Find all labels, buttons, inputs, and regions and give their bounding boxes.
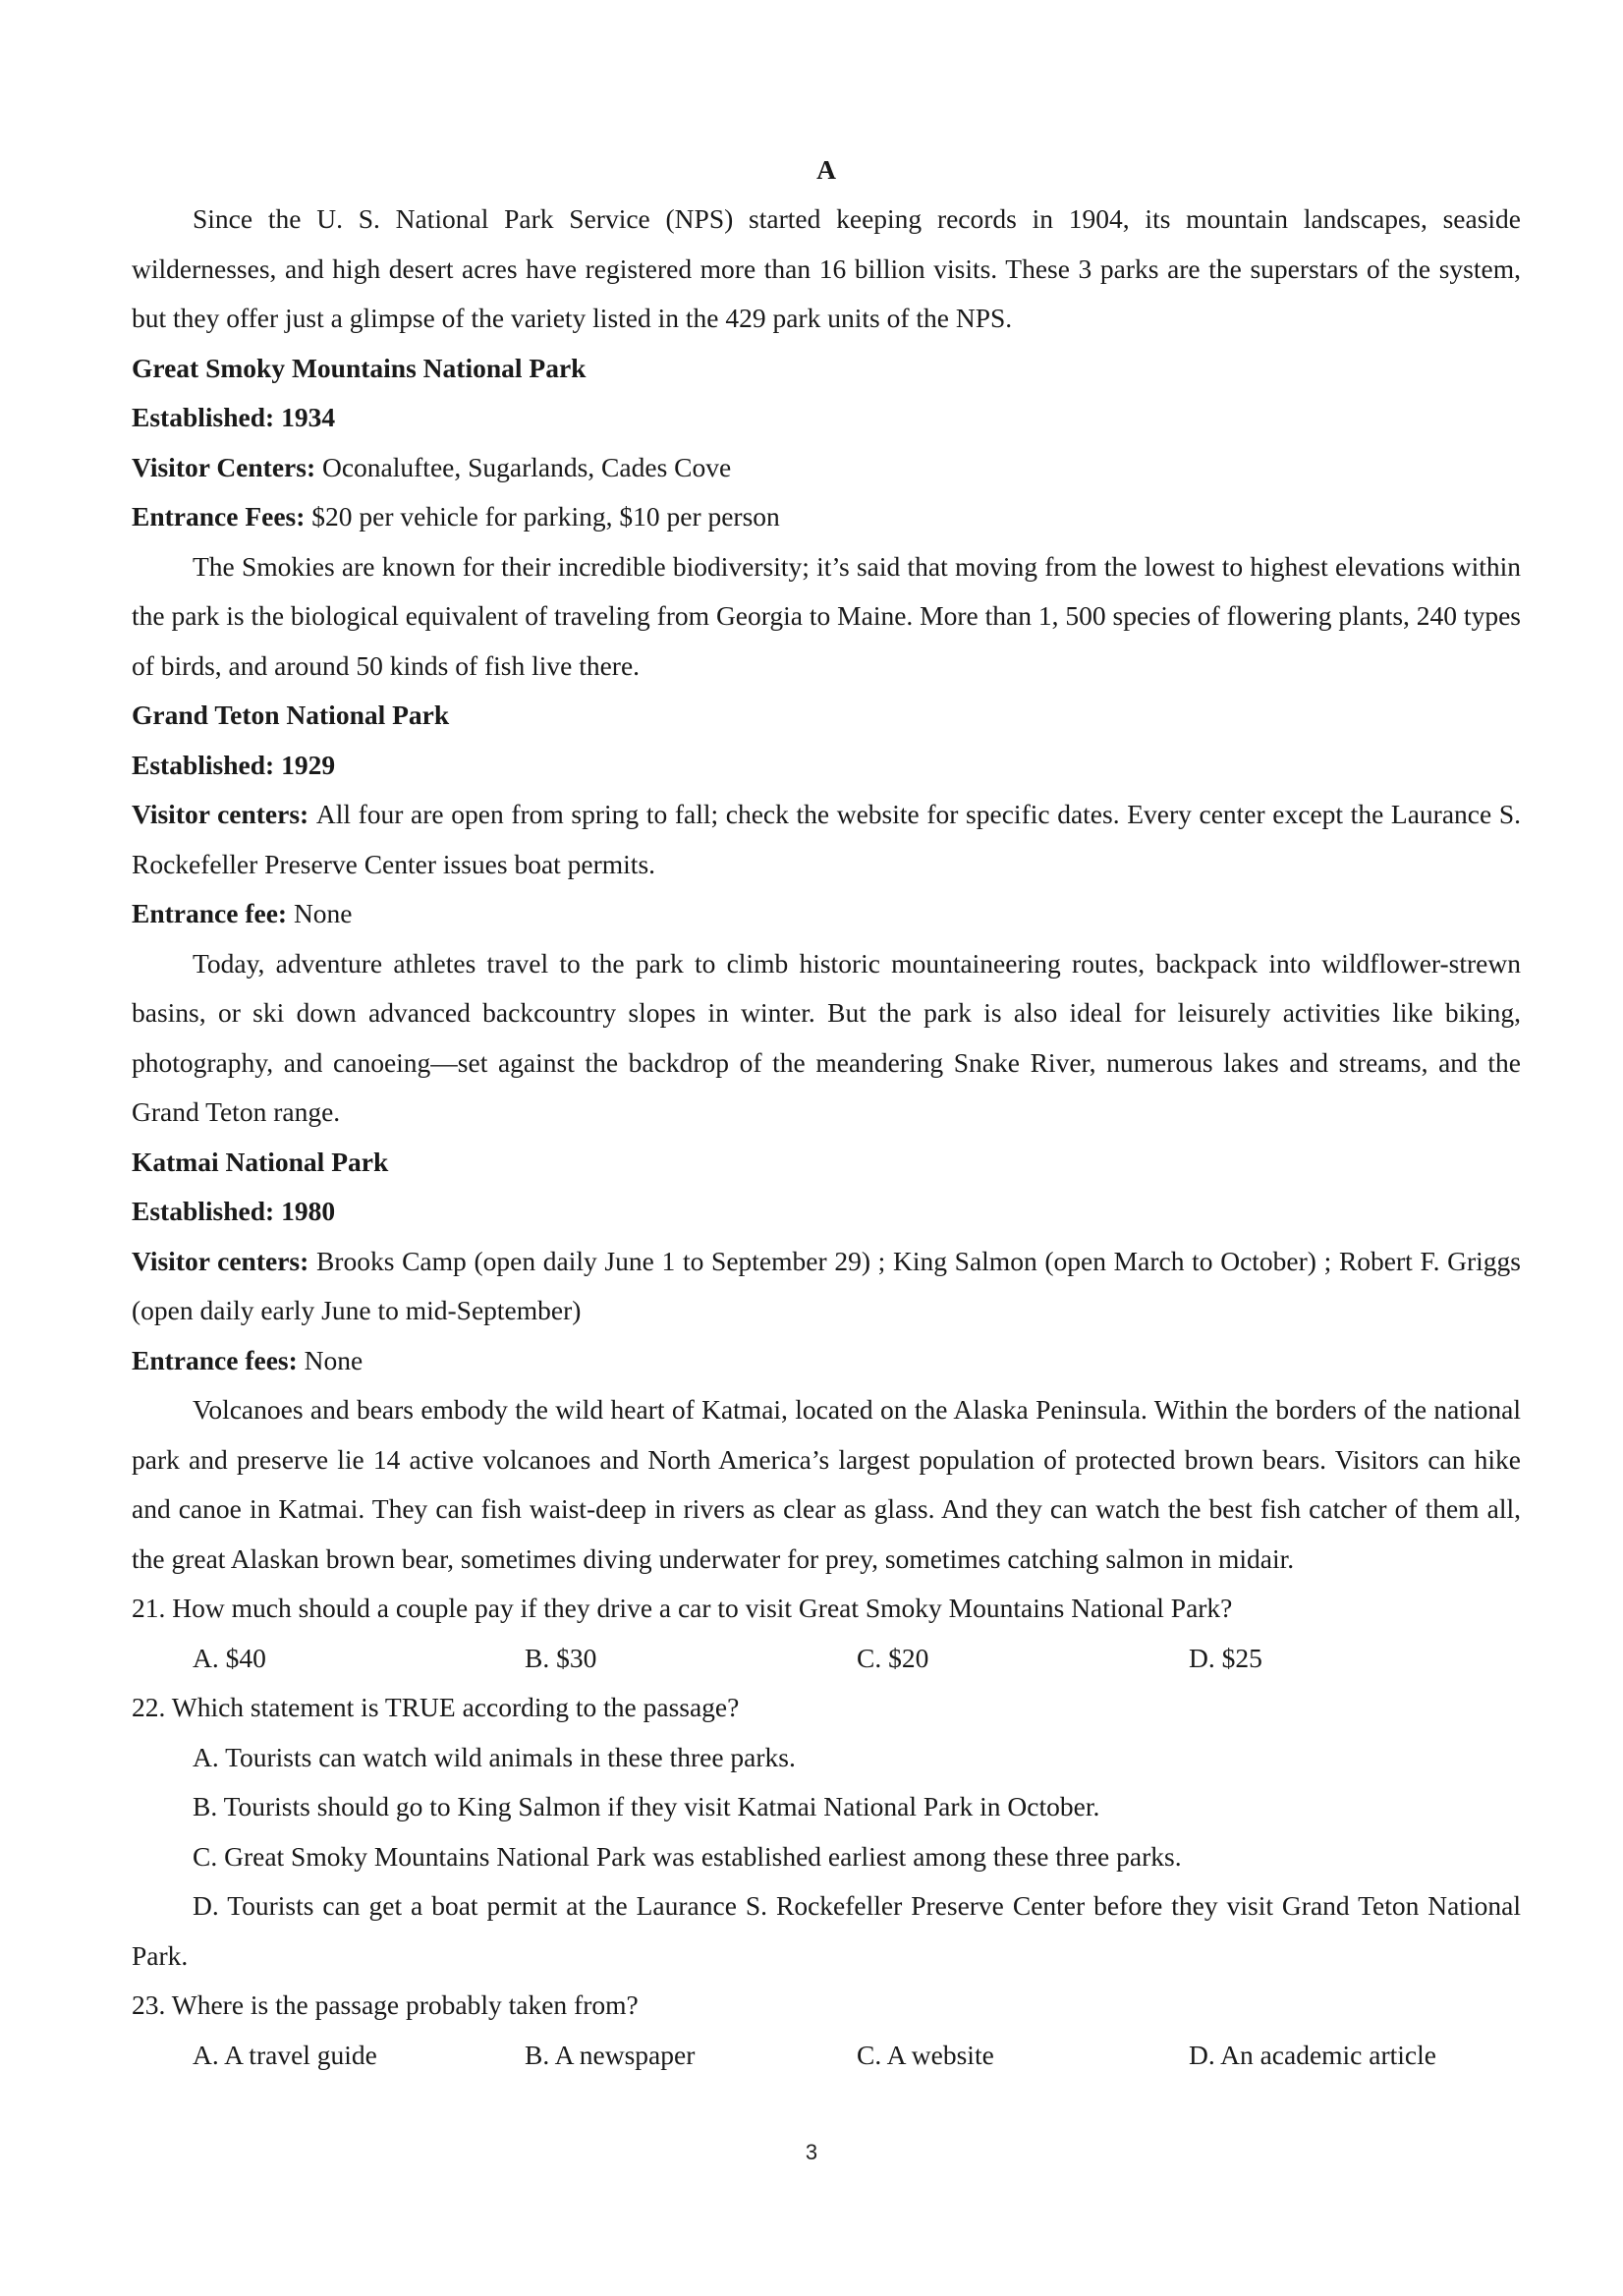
question-21 bbox=[132, 1584, 1521, 1683]
park-description: The Smokies are known for their incredible biodiversity; it’s said that moving from the lowest to highest elevations within the park is the biological equivalent of traveling from Georgia to Maine. More than 1, 500 species of flowering plants, 240 types of birds, and around 50 kinds of fish live there. bbox=[132, 550, 1521, 681]
question-22 bbox=[132, 1683, 1521, 1981]
park-description: Volcanoes and bears embody the wild heart of Katmai, located on the Alaska Peninsula. Within the borders of the national park and preserve lie 14 active volcanoes and North America’s largest population of protected brown bears. Visitors can hike and canoe in Katmai. They can fish waist-deep in rivers as clear as glass. And they can watch the best fish catcher of them all, the great Alaskan brown bear, sometimes diving underwater for prey, sometimes catching salmon in midair. bbox=[132, 1394, 1521, 1574]
visitor-centers-text: Brooks Camp (open daily June 1 to September 29) ; King Salmon (open March to October) ; Robert F. Griggs (open daily early June to mid-September) bbox=[132, 1245, 1521, 1325]
established-year: 1934 bbox=[281, 402, 336, 432]
park-established bbox=[132, 393, 1521, 443]
passage-page bbox=[132, 145, 1521, 2080]
entrance-fee-label: Entrance Fees: bbox=[132, 501, 312, 532]
option-b: B. A newspaper bbox=[525, 2039, 696, 2070]
visitor-centers-label: Visitor Centers: bbox=[132, 451, 322, 482]
entrance-fee-label: Entrance fee: bbox=[132, 898, 294, 928]
visitor-centers-label: Visitor centers: bbox=[132, 1245, 316, 1276]
established-label: Established: bbox=[132, 749, 282, 780]
question-23 bbox=[132, 1981, 1521, 2080]
park-section-grand-teton bbox=[132, 691, 1521, 1138]
option-a: A. Tourists can watch wild animals in these three parks. bbox=[193, 1741, 796, 1772]
established-label: Established: bbox=[132, 1196, 282, 1226]
visitor-centers-label: Visitor centers: bbox=[132, 799, 316, 829]
option-d: D. An academic article bbox=[1189, 2039, 1436, 2070]
entrance-fee-text: None bbox=[293, 898, 353, 928]
option-d: D. $25 bbox=[1189, 1642, 1262, 1673]
park-entrance-fee bbox=[132, 889, 1521, 939]
park-established bbox=[132, 1187, 1521, 1237]
park-name: Great Smoky Mountains National Park bbox=[132, 352, 587, 383]
park-name: Katmai National Park bbox=[132, 1146, 389, 1177]
park-visitor-centers bbox=[132, 1237, 1521, 1336]
entrance-fee-text: None bbox=[304, 1344, 364, 1375]
entrance-fee-label: Entrance fees: bbox=[132, 1344, 305, 1375]
section-title: A bbox=[816, 154, 836, 185]
page-number: 3 bbox=[805, 2140, 818, 2164]
established-year: 1929 bbox=[281, 749, 336, 780]
park-description: Today, adventure athletes travel to the park to climb historic mountaineering routes, backpack into wildflower-strewn basins, or ski down advanced backcountry slopes in winter. But the park is also ideal for leisurely activities like biking, photography, and canoeing—set against the backdrop of the meandering Snake River, numerous lakes and streams, and the Grand Teton range. bbox=[132, 947, 1521, 1127]
entrance-fee-text: $20 per vehicle for parking, $10 per person bbox=[311, 501, 780, 532]
option-d: D. Tourists can get a boat permit at the Laurance S. Rockefeller Preserve Center before they visit Grand Teton National Park. bbox=[132, 1890, 1521, 1971]
visitor-centers-text: Oconaluftee, Sugarlands, Cades Cove bbox=[321, 451, 732, 482]
option-b: B. $30 bbox=[525, 1642, 597, 1673]
option-c: C. $20 bbox=[857, 1642, 929, 1673]
option-c: C. Great Smoky Mountains National Park was established earliest among these three parks. bbox=[193, 1840, 1182, 1872]
park-entrance-fee bbox=[132, 1336, 1521, 1386]
visitor-centers-text: All four are open from spring to fall; check the website for specific dates. Every center except the Laurance S. Rockefeller Preserve Center issues boat permits. bbox=[132, 799, 1521, 879]
option-row bbox=[132, 2031, 1521, 2081]
established-label: Established: bbox=[132, 402, 282, 432]
park-section-great-smoky bbox=[132, 344, 1521, 692]
park-name: Grand Teton National Park bbox=[132, 700, 450, 730]
question-stem: 22. Which statement is TRUE according to the passage? bbox=[132, 1692, 740, 1722]
park-established bbox=[132, 741, 1521, 791]
option-a: A. A travel guide bbox=[193, 2039, 377, 2070]
park-visitor-centers bbox=[132, 443, 1521, 493]
option-c: C. A website bbox=[857, 2039, 994, 2070]
park-entrance-fee bbox=[132, 492, 1521, 542]
established-year: 1980 bbox=[281, 1196, 336, 1226]
option-b: B. Tourists should go to King Salmon if they visit Katmai National Park in October. bbox=[193, 1791, 1100, 1821]
park-section-katmai bbox=[132, 1138, 1521, 1585]
option-a: A. $40 bbox=[193, 1642, 266, 1673]
option-row bbox=[132, 1634, 1521, 1684]
park-visitor-centers bbox=[132, 790, 1521, 889]
intro-paragraph: Since the U. S. National Park Service (NPS) started keeping records in 1904, its mountain landscapes, seaside wildernesses, and high desert acres have registered more than 16 billion visits. These 3 parks are the superstars of the system, but they offer just a glimpse of the variety listed in the 429 park units of the NPS. bbox=[132, 203, 1521, 333]
question-stem: 21. How much should a couple pay if they drive a car to visit Great Smoky Mountains National Park? bbox=[132, 1593, 1233, 1623]
question-stem: 23. Where is the passage probably taken from? bbox=[132, 1989, 639, 2020]
